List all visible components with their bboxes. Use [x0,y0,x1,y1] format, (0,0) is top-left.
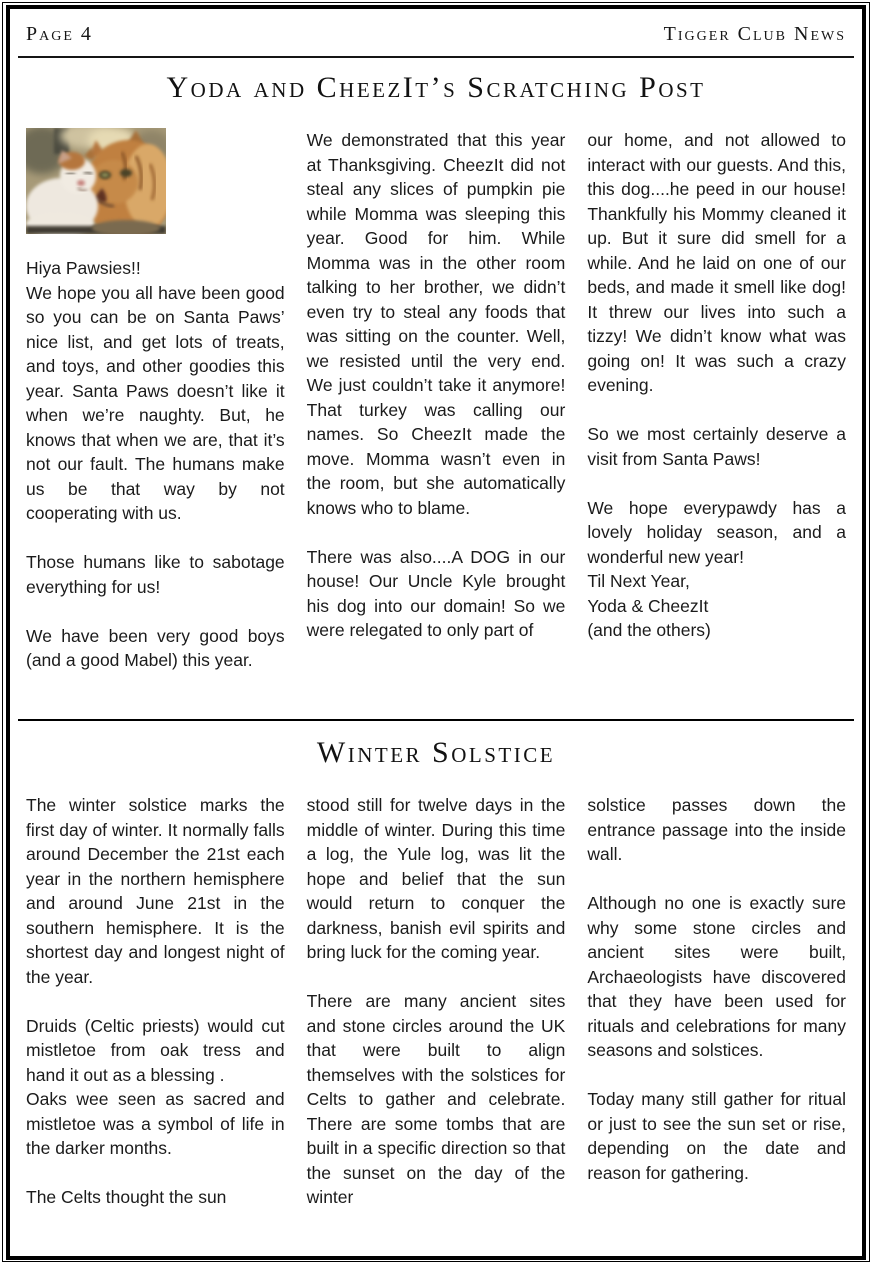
signoff-line: (and the others) [587,620,711,641]
page-inner-border [6,5,866,1260]
signoff-line: Til Next Year, [587,571,690,592]
article-title-winter-solstice: Winter Solstice [316,736,556,770]
paragraph: We demonstrated that this year at Thanksgiving. CheezIt did not steal any slices of pumpkin pie while Momma was sleeping this year. Good for him. While Momma was in the other room talking to her brother, we didn’t even try to steal any foods that was sitting on the counter. Well, we resisted until the very end. We just couldn’t take it anymore! That turkey was calling our names. So CheezIt made the move. Momma wasn’t even in the room, but she automatically knows who to blame. [306,130,566,518]
paragraph: There are many ancient sites and stone circles around the UK that were built to align themselves with the solstices for Celts to gather and celebrate. There are some tombs that are built in a specific direction so that the sunset on the day of the winter [306,991,566,1208]
article1-column-3 [587,128,846,706]
paragraph: We have been very good boys (and a good Mabel) this year. [26,625,285,671]
paragraph: our home, and not allowed to interact with our guests. And this, this dog....he peed in our house! Thankfully his Mommy cleaned it up. But it sure did smell for a while. And he laid on one of our beds, and made it smell like dog! It threw our lives into such a tizzy! We didn’t know what was going on! It was such a crazy evening. [587,130,847,396]
article2-column-1 [26,793,285,1260]
masthead-divider [18,56,854,58]
paragraph: We hope you all have been good so you can be on Santa Paws’ nice list, and get lots of treats, and toys, and other goodies this year. Santa Paws doesn’t like it when we’re naughty. But, he knows that when we are, that it’s not our fault. The humans make us be that way by not cooperating with us. [26,282,285,524]
masthead [10,9,862,46]
paragraph: Today many still gather for ritual or just to see the sun set or rise, depending on the date and reason for gathering. [587,1089,847,1183]
paragraph: The winter solstice marks the first day of winter. It normally falls around December the 21st each year in the northern hemisphere and around June 21st in the southern hemisphere. It is the shortest day and longest night of the year. [26,795,285,987]
paragraph: So we most certainly deserve a visit from Santa Paws! [587,424,847,469]
paragraph: Although no one is exactly sure why some stone circles and ancient sites were built, Archaeologists have discovered that they have been used for rituals and celebrations for many seasons and solstices. [587,893,847,1061]
article-winter-solstice [10,793,862,1260]
signoff-line: Yoda & CheezIt [587,595,709,616]
paragraph: stood still for twelve days in the middle of winter. During this time a log, the Yule log, was lit the hope and belief that the sun would return to conquer the darkness, banish evil spirits and bring luck for the coming year. [306,795,566,963]
paragraph: Druids (Celtic priests) would cut mistletoe from oak tress and hand it out as a blessing . [26,1015,285,1085]
page-number-label: Page 4 [26,23,93,45]
newsletter-brand: Tigger Club News [663,23,846,45]
article-title-scratching-post: Yoda and CheezIt’s Scratching Post [166,71,706,104]
cats-photo [26,128,166,234]
paragraph: There was also....A DOG in our house! Our Uncle Kyle brought his dog into our domain! So we were relegated to only part of [306,546,566,641]
section-divider [18,719,854,721]
paragraph: Oaks wee seen as sacred and mistletoe was a symbol of life in the darker months. [26,1089,285,1159]
article2-column-3 [587,793,846,1260]
paragraph: The Celts thought the sun [26,1187,227,1208]
paragraph: Those humans like to sabotage everything for us! [26,552,285,597]
article1-column-2 [307,128,566,706]
paragraph: Hiya Pawsies!! [26,258,141,279]
article2-column-2 [307,793,566,1260]
paragraph: We hope everypawdy has a lovely holiday season, and a wonderful new year! [587,497,847,567]
article1-column-1 [26,128,285,706]
article-scratching-post [10,128,862,706]
paragraph: solstice passes down the entrance passage into the inside wall. [587,795,847,865]
